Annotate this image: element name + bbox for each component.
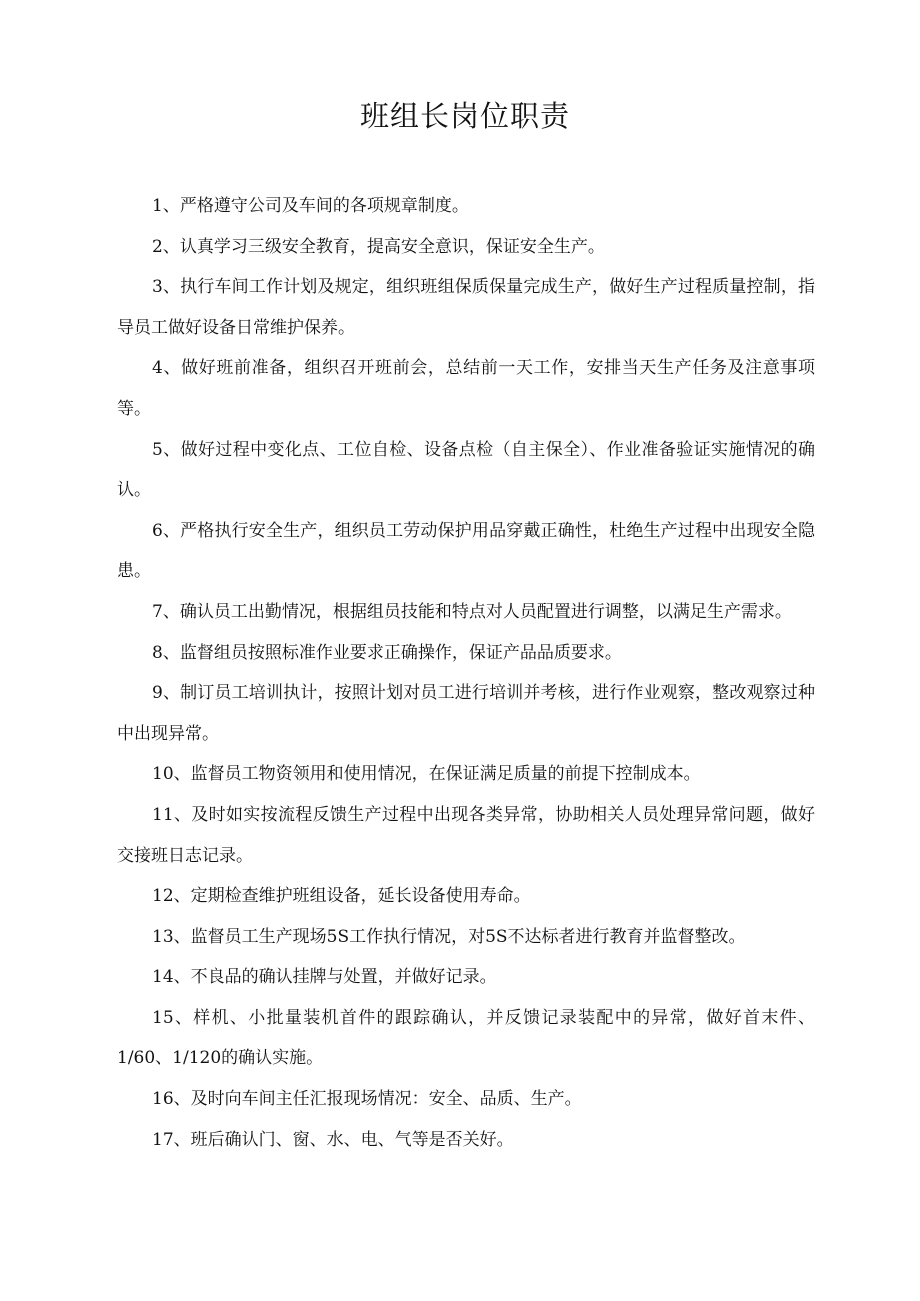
duty-item-10: 10、监督员工物资领用和使用情况，在保证满足质量的前提下控制成本。 bbox=[152, 764, 701, 785]
duty-item-8: 8、监督组员按照标准作业要求正确操作，保证产品品质要求。 bbox=[152, 642, 622, 663]
duty-item-14: 14、不良品的确认挂牌与处置，并做好记录。 bbox=[152, 967, 497, 988]
duty-list bbox=[117, 186, 815, 1160]
duty-item-7: 7、确认员工出勤情况，根据组员技能和特点对人员配置进行调整，以满足生产需求。 bbox=[152, 601, 792, 622]
duty-item-6: 6、严格执行安全生产，组织员工劳动保护用品穿戴正确性，杜绝生产过程中出现安全隐患。 bbox=[117, 520, 815, 582]
duty-item-16: 16、及时向车间主任汇报现场情况：安全、品质、生产。 bbox=[152, 1089, 582, 1110]
duty-item-17: 17、班后确认门、窗、水、电、气等是否关好。 bbox=[152, 1129, 514, 1150]
duty-item-11: 11、及时如实按流程反馈生产过程中出现各类异常，协助相关人员处理异常问题，做好交接班日志记录。 bbox=[117, 804, 815, 866]
duty-item-13: 13、监督员工生产现场5S工作执行情况，对5S不达标者进行教育并监督整改。 bbox=[152, 926, 746, 947]
document-title: 班组长岗位职责 bbox=[359, 99, 570, 133]
duty-item-5: 5、做好过程中变化点、工位自检、设备点检（自主保全）、作业准备验证实施情况的确认。 bbox=[117, 439, 815, 501]
duty-item-1: 1、严格遵守公司及车间的各项规章制度。 bbox=[152, 196, 469, 216]
duty-item-12: 12、定期检查维护班组设备，延长设备使用寿命。 bbox=[152, 886, 531, 907]
duty-item-2: 2、认真学习三级安全教育，提高安全意识，保证安全生产。 bbox=[152, 236, 605, 257]
duty-item-9: 9、制订员工培训执计，按照计划对员工进行培训并考核，进行作业观察，整改观察过种中出现异常。 bbox=[117, 683, 815, 744]
duty-item-15: 15、样机、小批量装机首件的跟踪确认，并反馈记录装配中的异常，做好首末件、1/60、1/120的确认实施。 bbox=[117, 1007, 815, 1069]
duty-item-3: 3、执行车间工作计划及规定，组织班组保质保量完成生产，做好生产过程质量控制，指导员工做好设备日常维护保养。 bbox=[117, 277, 815, 338]
duty-item-4: 4、做好班前准备，组织召开班前会，总结前一天工作，安排当天生产任务及注意事项等。 bbox=[117, 358, 815, 419]
